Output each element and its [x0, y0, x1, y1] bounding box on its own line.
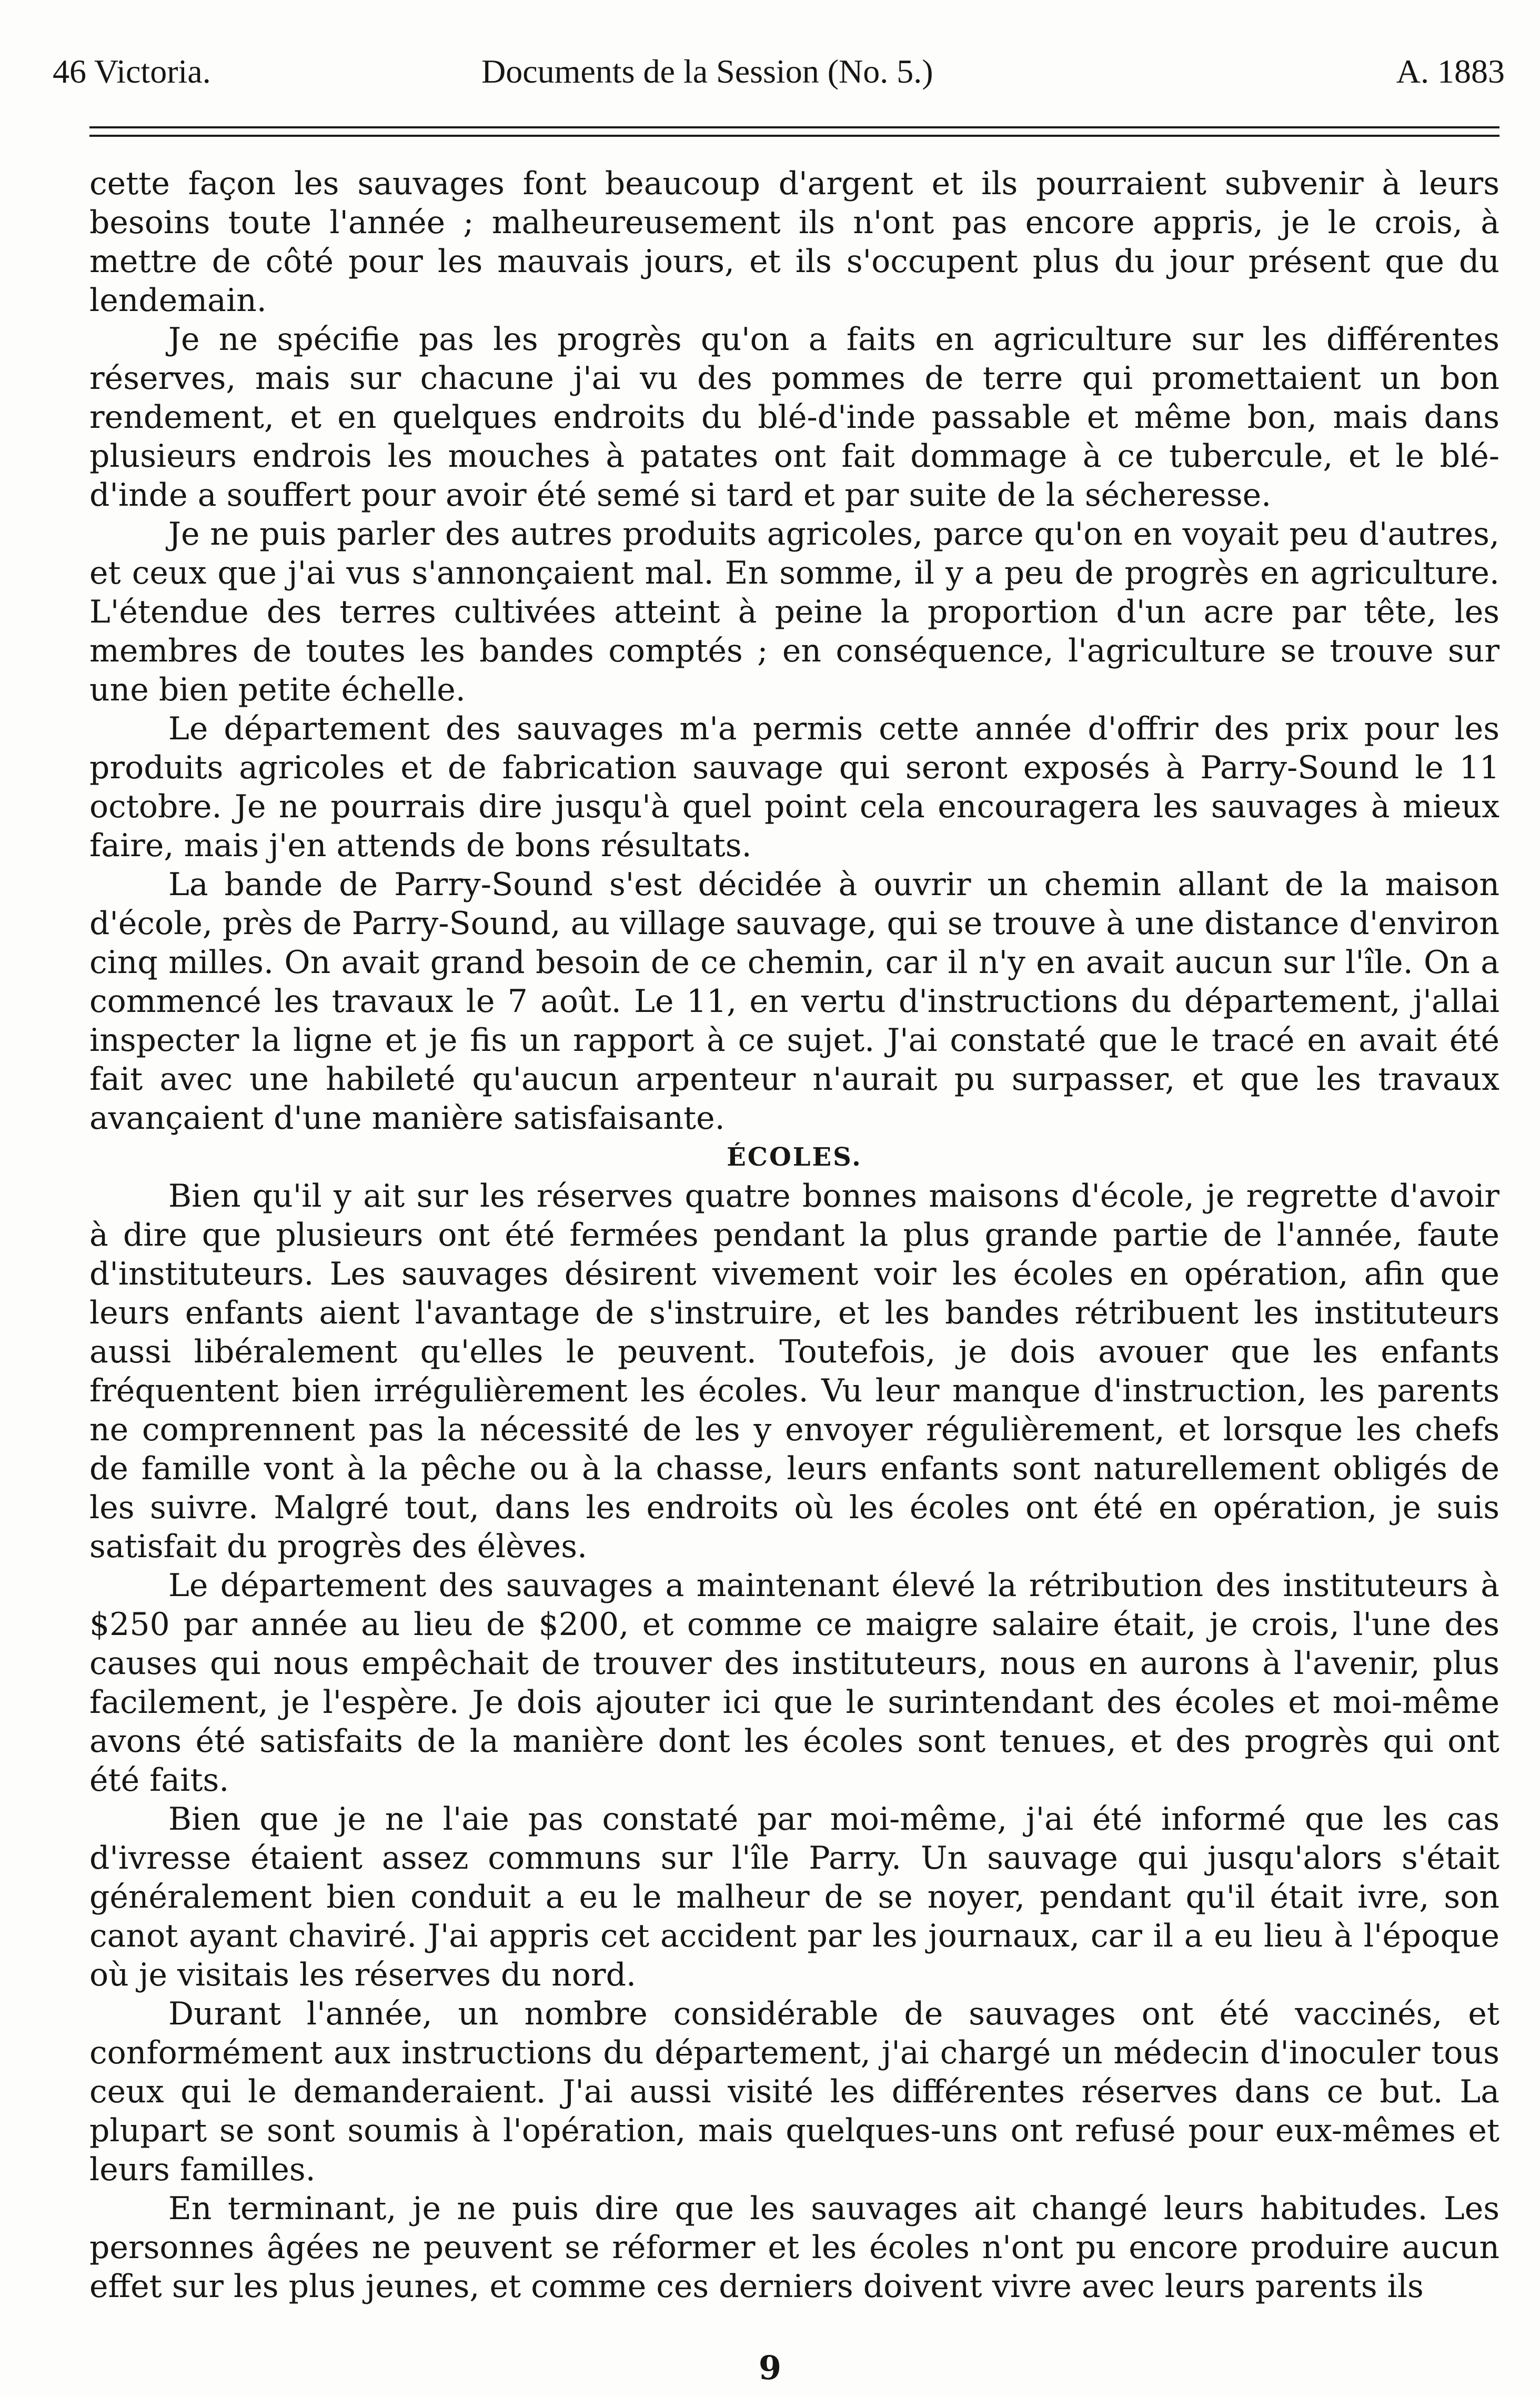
paragraph: Le département des sauvages m'a permis cette année d'offrir des prix pour les produits agricoles et de fabrication sauvage qui seront exposés à Parry-Sound le 11 octobre. Je ne pourrais dire jusqu'à quel point cela encouragera les sauvages à mieux faire, mais j'en attends de bons résultats.: [89, 710, 1499, 864]
paragraph: En terminant, je ne puis dire que les sauvages ait changé leurs habitudes. Les personnes âgées ne peuvent se réformer et les écoles n'ont pu encore produire aucun effet sur les plus jeunes, et comme ces derniers doivent vivre avec leurs parents ils: [89, 2190, 1499, 2305]
paragraph: cette façon les sauvages font beaucoup d'argent et ils pourraient subvenir à leurs besoins toute l'année ; malheureusement ils n'ont pas encore appris, je le crois, à mettre de côté pour les mauvais jours, et ils s'occupent plus du jour présent que du lendemain.: [89, 165, 1499, 319]
header-rule-top: [89, 126, 1499, 128]
paragraph: Bien qu'il y ait sur les réserves quatre bonnes maisons d'école, je regrette d'avoir à dire que plusieurs ont été fermées pendant la plus grande partie de l'année, faute d'instituteurs. Les sauvages désirent vivement voir les écoles en opération, afin que leurs enfants aient l'avantage de s'instruire, et les bandes rétribuent les instituteurs aussi libéralement qu'elles le peuvent. Toutefois, je dois avouer que les enfants fréquentent bien irrégulièrement les écoles. Vu leur manque d'instruction, les parents ne comprennent pas la nécessité de les y envoyer régulièrement, et lorsque les chefs de famille vont à la pêche ou à la chasse, leurs enfants sont naturellement obligés de les suivre. Malgré tout, dans les endroits où les écoles ont été en opération, je suis satisfait du progrès des élèves.: [89, 1178, 1499, 1565]
paragraph: Je ne puis parler des autres produits agricoles, parce qu'on en voyait peu d'autres, et ceux que j'ai vus s'annonçaient mal. En somme, il y a peu de progrès en agriculture. L'étendue des terres cultivées atteint à peine la proportion d'un acre par tête, les membres de toutes les bandes comptés ; en conséquence, l'agriculture se trouve sur une bien petite échelle.: [89, 516, 1499, 708]
paragraph: Durant l'année, un nombre considérable de sauvages ont été vaccinés, et conformément aux instructions du département, j'ai chargé un médecin d'inoculer tous ceux qui le demanderaient. J'ai aussi visité les différentes réserves dans ce but. La plupart se sont soumis à l'opération, mais quelques-uns ont refusé pour eux-mêmes et leurs familles.: [89, 1995, 1499, 2188]
paragraph: Le département des sauvages a maintenant élevé la rétribution des instituteurs à $250 par année au lieu de $200, et comme ce maigre salaire était, je crois, l'une des causes qui nous empêchait de trouver des instituteurs, nous en aurons à l'avenir, plus facilement, je l'espère. Je dois ajouter ici que le surintendant des écoles et moi-même avons été satisfaits de la manière dont les écoles sont tenues, et des progrès qui ont été faits.: [89, 1567, 1499, 1799]
header-regnal-year: 46 Victoria.: [53, 53, 211, 90]
paragraph: Bien que je ne l'aie pas constaté par moi-même, j'ai été informé que les cas d'ivresse étaient assez communs sur l'île Parry. Un sauvage qui jusqu'alors s'était généralement bien conduit a eu le malheur de se noyer, pendant qu'il était ivre, son canot ayant chaviré. J'ai appris cet accident par les journaux, car il a eu lieu à l'époque où je visitais les réserves du nord.: [89, 1801, 1499, 1993]
header-year: A. 1883: [1396, 53, 1505, 90]
body-text: [89, 164, 1499, 2306]
paragraph: La bande de Parry-Sound s'est décidée à ouvrir un chemin allant de la maison d'école, près de Parry-Sound, au village sauvage, qui se trouve à une distance d'environ cinq milles. On avait grand besoin de ce chemin, car il n'y en avait aucun sur l'île. On a commencé les travaux le 7 août. Le 11, en vertu d'instructions du département, j'allai inspecter la ligne et je fis un rapport à ce sujet. J'ai constaté que le tracé en avait été fait avec une habileté qu'aucun arpenteur n'aurait pu surpasser, et que les travaux avançaient d'une manière satisfaisante.: [89, 866, 1499, 1137]
header-rule-bottom: [89, 135, 1499, 137]
running-header: [53, 51, 1505, 93]
page-number: 9: [758, 2349, 782, 2387]
section-heading: ÉCOLES.: [727, 1142, 862, 1172]
header-publication-title: Documents de la Session (No. 5.): [481, 53, 933, 90]
paragraph: Je ne spécifie pas les progrès qu'on a faits en agriculture sur les différentes réserves, mais sur chacune j'ai vu des pommes de terre qui promettaient un bon rendement, et en quelques endroits du blé-d'inde passable et même bon, mais dans plusieurs endrois les mouches à patates ont fait dommage à ce tubercule, et le blé-d'inde a souffert pour avoir été semé si tard et par suite de la sécheresse.: [89, 321, 1499, 514]
